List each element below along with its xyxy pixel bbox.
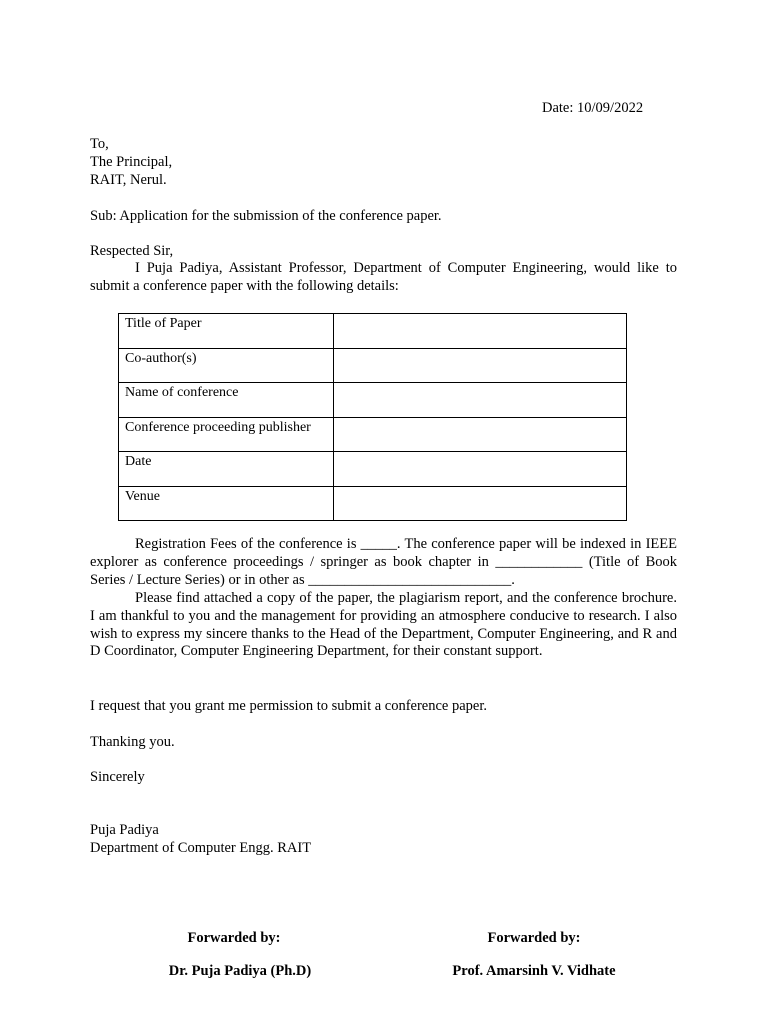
detail-label: Date — [119, 452, 334, 487]
detail-value[interactable] — [334, 348, 627, 383]
table-row — [119, 348, 627, 383]
detail-label: Venue — [119, 486, 334, 521]
signature-name: Puja Padiya — [90, 822, 159, 838]
detail-label: Title of Paper — [119, 314, 334, 349]
forwarder-name-left: Dr. Puja Padiya (Ph.D) — [168, 963, 312, 979]
request-line: I request that you grant me permission to submit a conference paper. — [90, 698, 488, 714]
detail-value[interactable] — [334, 452, 627, 487]
detail-value[interactable] — [334, 383, 627, 418]
detail-label: Name of conference — [119, 383, 334, 418]
letter-date: Date: 10/09/2022 — [542, 100, 644, 116]
forwarded-label-right: Forwarded by: — [487, 930, 581, 946]
table-row — [119, 452, 627, 487]
intro-paragraph: I Puja Padiya, Assistant Professor, Department of Computer Engineering, would like to submit a conference paper with the following details: — [90, 260, 677, 294]
table-row — [119, 486, 627, 521]
forwarder-name-right: Prof. Amarsinh V. Vidhate — [452, 963, 616, 979]
subject-line: Sub: Application for the submission of the conference paper. — [90, 208, 442, 224]
forwarded-label-left: Forwarded by: — [187, 930, 281, 946]
detail-value[interactable] — [334, 417, 627, 452]
paper-details-table — [118, 313, 627, 521]
recipient-line-3: RAIT, Nerul. — [90, 172, 167, 188]
salutation: Respected Sir, — [90, 243, 174, 259]
detail-value[interactable] — [334, 314, 627, 349]
table-row — [119, 314, 627, 349]
thanks-line: Thanking you. — [90, 734, 175, 750]
recipient-line-2: The Principal, — [90, 154, 173, 170]
fees-paragraph: Registration Fees of the conference is _____. The conference paper will be indexed in IEEE explorer as conference proceedings / springer as book chapter in ____________ (Title of Book Series / Lecture Series) or in other as ____________________________. — [90, 536, 677, 588]
closing-line: Sincerely — [90, 769, 145, 785]
attachment-paragraph: Please find attached a copy of the paper, the plagiarism report, and the conference brochure. I am thankful to you and the management for providing an atmosphere conducive to research. I also wish to express my sincere thanks to the Head of the Department, Computer Engineering, and R and D Coordinator, Computer Engineering Department, for their constant support. — [90, 590, 677, 660]
table-row — [119, 383, 627, 418]
detail-label: Conference proceeding publisher — [119, 417, 334, 452]
recipient-line-1: To, — [90, 136, 109, 152]
signature-department: Department of Computer Engg. RAIT — [90, 840, 312, 856]
detail-label: Co-author(s) — [119, 348, 334, 383]
table-row — [119, 417, 627, 452]
detail-value[interactable] — [334, 486, 627, 521]
